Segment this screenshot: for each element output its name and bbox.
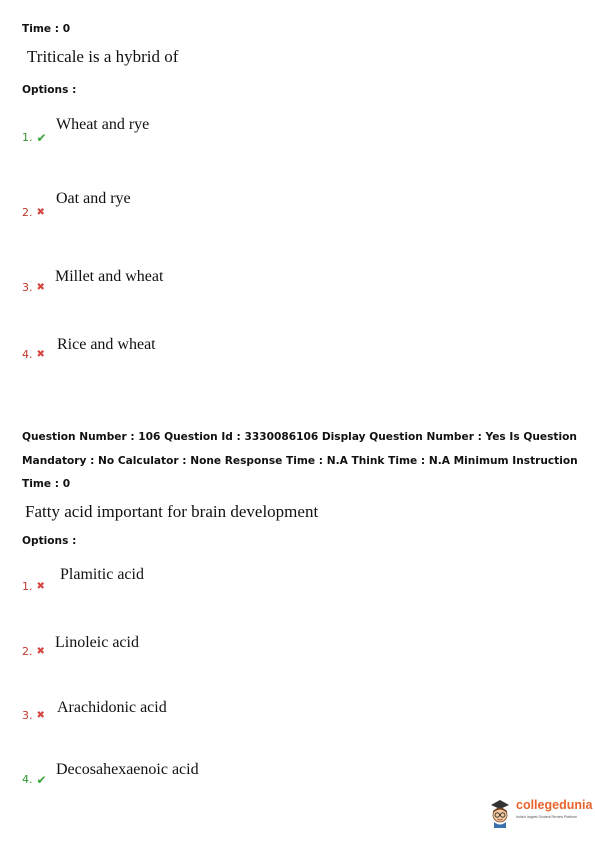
option-number-text: 1.	[22, 580, 33, 593]
cross-icon: ✖	[36, 206, 45, 218]
cross-icon: ✖	[36, 709, 45, 721]
collegedunia-logo	[488, 796, 593, 832]
check-icon: ✔	[36, 130, 47, 145]
question-meta-line: Question Number : 106 Question Id : 3330086106 Display Question Number : Yes Is Question	[22, 431, 577, 443]
options-label: Options :	[22, 84, 77, 96]
cross-icon: ✖	[36, 580, 45, 592]
option-text: Linoleic acid	[55, 634, 139, 651]
check-icon: ✔	[36, 772, 47, 787]
option-number	[22, 281, 45, 294]
option-number-text: 1.	[22, 131, 33, 144]
mascot-icon	[488, 796, 512, 828]
option-number-text: 4.	[22, 348, 33, 361]
time-label: Time : 0	[22, 23, 71, 35]
option-text: Oat and rye	[56, 190, 131, 207]
cross-icon: ✖	[36, 348, 45, 360]
question-meta-line: Mandatory : No Calculator : None Response Time : N.A Think Time : N.A Minimum Instruction	[22, 455, 578, 467]
question-text: Triticale is a hybrid of	[27, 47, 179, 66]
options-label: Options :	[22, 535, 77, 547]
option-number	[22, 580, 45, 593]
option-number-text: 2.	[22, 645, 33, 658]
option-number-text: 2.	[22, 206, 33, 219]
option-text: Wheat and rye	[56, 116, 150, 133]
time-label: Time : 0	[22, 478, 71, 490]
option-text: Plamitic acid	[60, 566, 144, 583]
question-text: Fatty acid important for brain development	[25, 502, 319, 521]
option-number	[22, 348, 45, 361]
option-number-text: 3.	[22, 281, 33, 294]
option-number	[22, 709, 45, 722]
option-text: Rice and wheat	[57, 336, 156, 353]
option-number	[22, 645, 45, 658]
option-number-text: 4.	[22, 773, 33, 786]
cross-icon: ✖	[36, 645, 45, 657]
option-number	[22, 206, 45, 219]
logo-tagline: India's largest Student Review Platform	[516, 815, 577, 819]
option-text: Decosahexaenoic acid	[56, 761, 199, 778]
cross-icon: ✖	[36, 281, 45, 293]
logo-name: collegedunia	[516, 798, 593, 812]
option-number	[22, 773, 47, 786]
option-number-text: 3.	[22, 709, 33, 722]
option-text: Arachidonic acid	[57, 699, 167, 716]
option-number	[22, 131, 47, 144]
option-text: Millet and wheat	[55, 268, 164, 285]
